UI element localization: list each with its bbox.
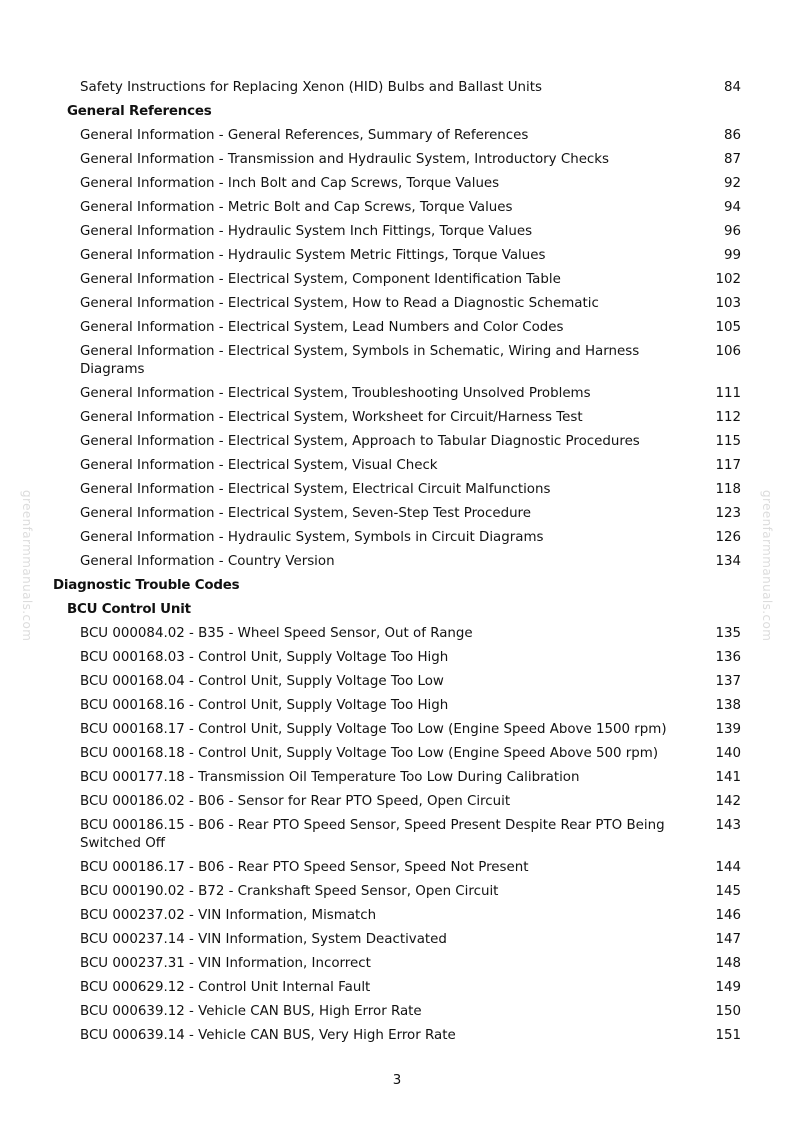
toc-entry-page: 136: [715, 650, 741, 665]
toc-entry-page: 150: [715, 1004, 741, 1019]
toc-entry-title: General Information - Electrical System, Seven-Step Test Procedure: [80, 506, 532, 521]
toc-entry[interactable]: [0, 76, 794, 100]
toc-entry-page: 92: [723, 176, 741, 191]
toc-entry[interactable]: [0, 406, 794, 430]
toc-entry-title: General Information - Electrical System, Worksheet for Circuit/Harness Test: [80, 410, 583, 425]
toc-entry-title: General References: [67, 104, 212, 119]
toc-entry-title: BCU 000237.14 - VIN Information, System Deactivated: [80, 932, 447, 947]
toc-entry-page: 84: [723, 80, 741, 95]
toc-entry-page: 105: [715, 320, 741, 335]
toc-entry[interactable]: [0, 790, 794, 814]
toc-entry-page: 146: [715, 908, 741, 923]
toc-entry-page: 149: [715, 980, 741, 995]
toc-entry-title: General Information - Electrical System, Lead Numbers and Color Codes: [80, 320, 564, 335]
toc-entry-page: 118: [715, 482, 741, 497]
toc-entry-title: BCU Control Unit: [67, 602, 191, 617]
toc-entry[interactable]: [0, 646, 794, 670]
table-of-contents: [0, 76, 794, 1048]
toc-entry-title: BCU 000186.17 - B06 - Rear PTO Speed Sensor, Speed Not Present: [80, 860, 529, 875]
toc-entry[interactable]: [0, 268, 794, 292]
toc-entry-page: 103: [715, 296, 741, 311]
toc-entry-title: General Information - Hydraulic System Inch Fittings, Torque Values: [80, 224, 533, 239]
toc-entry-page: 137: [715, 674, 741, 689]
toc-entry-page: 115: [715, 434, 741, 449]
toc-entry-title: BCU 000190.02 - B72 - Crankshaft Speed Sensor, Open Circuit: [80, 884, 499, 899]
toc-entry[interactable]: [0, 550, 794, 574]
toc-entry-title: BCU 000237.31 - VIN Information, Incorrect: [80, 956, 371, 971]
toc-entry-page: 102: [715, 272, 741, 287]
toc-entry[interactable]: [0, 124, 794, 148]
toc-entry-title: General Information - Inch Bolt and Cap Screws, Torque Values: [80, 176, 500, 191]
toc-entry[interactable]: [0, 694, 794, 718]
toc-entry-title: BCU 000639.12 - Vehicle CAN BUS, High Error Rate: [80, 1004, 422, 1019]
toc-entry-page: 138: [715, 698, 741, 713]
toc-entry-title: BCU 000168.03 - Control Unit, Supply Voltage Too High: [80, 650, 449, 665]
toc-entry-title: General Information - Electrical System, Approach to Tabular Diagnostic Procedures: [80, 434, 640, 449]
toc-entry-page: 134: [715, 554, 741, 569]
toc-entry-title: BCU 000168.16 - Control Unit, Supply Voltage Too High: [80, 698, 449, 713]
toc-entry[interactable]: [0, 904, 794, 928]
toc-entry-page: 145: [715, 884, 741, 899]
toc-entry-title: BCU 000186.02 - B06 - Sensor for Rear PTO Speed, Open Circuit: [80, 794, 511, 809]
toc-entry[interactable]: [0, 196, 794, 220]
page-number: 3: [392, 1073, 402, 1088]
toc-entry-title: General Information - Electrical System, Component Identification Table: [80, 272, 561, 287]
toc-entry-page: 151: [715, 1028, 741, 1043]
toc-entry-page: 142: [715, 794, 741, 809]
toc-entry[interactable]: [0, 742, 794, 766]
toc-entry-page: 96: [723, 224, 741, 239]
toc-entry-title: General Information - Electrical System, Symbols in Schematic, Wiring and Harness Diagrams: [80, 344, 640, 377]
toc-entry-title: BCU 000237.02 - VIN Information, Mismatch: [80, 908, 377, 923]
toc-entry-page: 148: [715, 956, 741, 971]
toc-entry[interactable]: [0, 952, 794, 976]
toc-entry-title: BCU 000168.04 - Control Unit, Supply Voltage Too Low: [80, 674, 444, 689]
toc-entry-title: General Information - Country Version: [80, 554, 335, 569]
watermark-left: greenfarmmanuals.com: [20, 490, 34, 642]
toc-entry-title: BCU 000639.14 - Vehicle CAN BUS, Very High Error Rate: [80, 1028, 456, 1043]
toc-entry-page: 123: [715, 506, 741, 521]
toc-entry-title: General Information - Transmission and Hydraulic System, Introductory Checks: [80, 152, 610, 167]
toc-entry[interactable]: [0, 454, 794, 478]
toc-entry-page: 99: [723, 248, 741, 263]
toc-entry-title: General Information - Electrical System, Visual Check: [80, 458, 438, 473]
toc-entry-title: General Information - Electrical System, Electrical Circuit Malfunctions: [80, 482, 551, 497]
toc-entry[interactable]: [0, 622, 794, 646]
toc-entry[interactable]: [0, 220, 794, 244]
toc-entry-title: Safety Instructions for Replacing Xenon (HID) Bulbs and Ballast Units: [80, 80, 542, 95]
toc-entry[interactable]: [0, 478, 794, 502]
toc-entry[interactable]: [0, 718, 794, 742]
toc-section-heading: [0, 100, 794, 124]
toc-entry-title: General Information - Hydraulic System Metric Fittings, Torque Values: [80, 248, 546, 263]
toc-entry[interactable]: [0, 526, 794, 550]
toc-entry[interactable]: [0, 382, 794, 406]
toc-entry[interactable]: [0, 292, 794, 316]
toc-entry-title: BCU 000168.17 - Control Unit, Supply Voltage Too Low (Engine Speed Above 1500 rpm): [80, 722, 667, 737]
toc-entry-title: BCU 000186.15 - B06 - Rear PTO Speed Sensor, Speed Present Despite Rear PTO Being Switched Off: [80, 818, 665, 851]
toc-entry-title: BCU 000168.18 - Control Unit, Supply Voltage Too Low (Engine Speed Above 500 rpm): [80, 746, 659, 761]
toc-entry-page: 87: [723, 152, 741, 167]
toc-entry-title: General Information - Hydraulic System, Symbols in Circuit Diagrams: [80, 530, 544, 545]
toc-entry-page: 135: [715, 626, 741, 641]
toc-entry[interactable]: [0, 1000, 794, 1024]
toc-entry-page: 126: [715, 530, 741, 545]
toc-entry-page: 106: [715, 344, 741, 359]
toc-entry[interactable]: [0, 148, 794, 172]
toc-entry[interactable]: [0, 814, 794, 856]
toc-entry[interactable]: [0, 244, 794, 268]
toc-entry-title: General Information - Electrical System, How to Read a Diagnostic Schematic: [80, 296, 599, 311]
toc-entry-page: 143: [715, 818, 741, 833]
toc-entry-title: BCU 000084.02 - B35 - Wheel Speed Sensor, Out of Range: [80, 626, 473, 641]
toc-entry[interactable]: [0, 172, 794, 196]
toc-entry[interactable]: [0, 766, 794, 790]
toc-section-heading: [0, 598, 794, 622]
toc-entry-page: 117: [715, 458, 741, 473]
toc-entry-page: 94: [723, 200, 741, 215]
toc-entry-page: 112: [715, 410, 741, 425]
toc-entry-page: 140: [715, 746, 741, 761]
toc-entry-page: 111: [715, 386, 741, 401]
toc-entry[interactable]: [0, 430, 794, 454]
toc-entry[interactable]: [0, 502, 794, 526]
toc-entry[interactable]: [0, 928, 794, 952]
toc-entry-page: 141: [715, 770, 741, 785]
toc-entry[interactable]: [0, 316, 794, 340]
toc-section-heading: [0, 574, 794, 598]
toc-entry[interactable]: [0, 670, 794, 694]
toc-entry-title: BCU 000629.12 - Control Unit Internal Fault: [80, 980, 371, 995]
toc-entry[interactable]: [0, 340, 794, 382]
watermark-right: greenfarmmanuals.com: [760, 490, 774, 642]
toc-entry[interactable]: [0, 976, 794, 1000]
toc-entry-page: 144: [715, 860, 741, 875]
toc-entry-title: General Information - Metric Bolt and Cap Screws, Torque Values: [80, 200, 513, 215]
toc-entry-title: General Information - General References, Summary of References: [80, 128, 529, 143]
toc-entry-title: BCU 000177.18 - Transmission Oil Temperature Too Low During Calibration: [80, 770, 580, 785]
toc-entry[interactable]: [0, 1024, 794, 1048]
toc-entry-page: 147: [715, 932, 741, 947]
toc-entry[interactable]: [0, 880, 794, 904]
toc-entry-title: General Information - Electrical System, Troubleshooting Unsolved Problems: [80, 386, 591, 401]
toc-entry-title: Diagnostic Trouble Codes: [53, 578, 240, 593]
toc-entry[interactable]: [0, 856, 794, 880]
toc-entry-page: 139: [715, 722, 741, 737]
toc-entry-page: 86: [723, 128, 741, 143]
